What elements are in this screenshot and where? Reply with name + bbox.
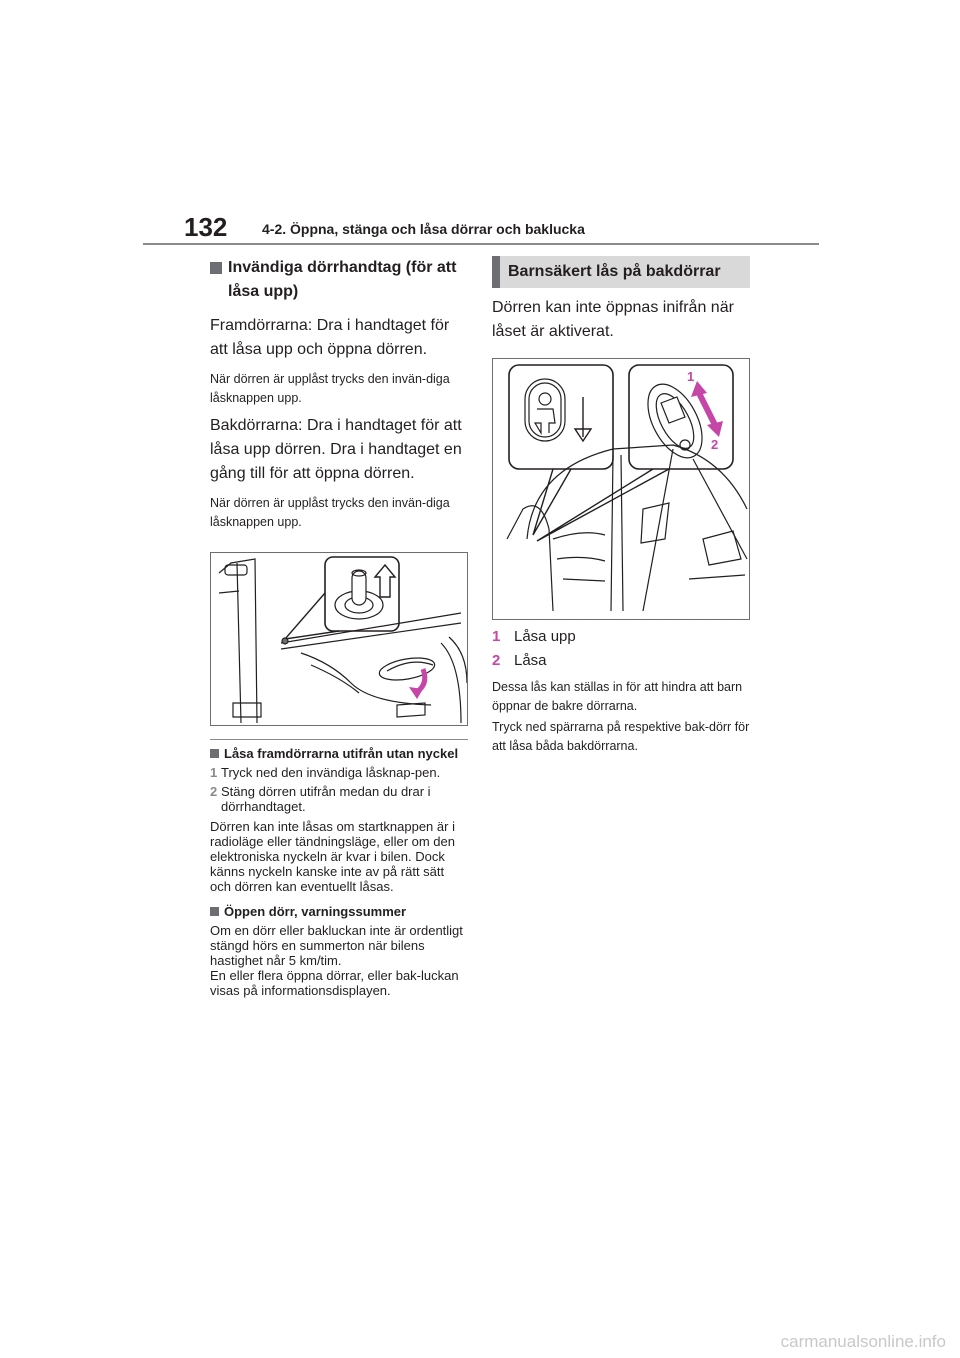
heading-text: Invändiga dörrhandtag (för att låsa upp) bbox=[228, 259, 457, 300]
square-bullet-icon bbox=[210, 262, 222, 274]
page-number: 132 bbox=[184, 212, 228, 242]
chapter-title: 4-2. Öppna, stänga och låsa dörrar och baklucka bbox=[262, 221, 585, 237]
step-number: 1 bbox=[492, 628, 501, 645]
step-unlock bbox=[492, 626, 750, 648]
buzzer-text: Om en dörr eller bakluckan inte är ordentligt stängd hörs en summerton när bilens hastighet når 5 km/tim. bbox=[210, 923, 463, 968]
callout-1-label: 1 bbox=[687, 369, 695, 384]
step-text: Låsa bbox=[514, 652, 547, 669]
step-number: 2 bbox=[210, 784, 218, 799]
section-divider bbox=[210, 739, 468, 740]
child-lock-note-1: Dessa lås kan ställas in för att hindra att barn öppnar de bakre dörrarna. bbox=[492, 680, 743, 713]
step-text: Stäng dörren utifrån medan du drar i dörrhandtaget. bbox=[221, 784, 431, 814]
section-banner-child-lock: Barnsäkert lås på bakdörrar bbox=[492, 256, 750, 288]
display-text: En eller flera öppna dörrar, eller bak-luckan visas på informationsdisplayen. bbox=[210, 968, 459, 998]
header-divider bbox=[143, 243, 819, 245]
double-arrow-icon bbox=[699, 393, 715, 425]
child-lock-illustration bbox=[492, 358, 750, 620]
rear-doors-paragraph: Bakdörrarna: Dra i handtaget för att låsa upp dörren. Dra i handtaget en gång till för att öppna dörren. bbox=[210, 417, 462, 482]
step-number: 1 bbox=[210, 765, 218, 780]
watermark: carmanualsonline.info bbox=[780, 1332, 946, 1351]
step-text: Låsa upp bbox=[514, 628, 576, 645]
left-column bbox=[210, 256, 468, 998]
subheading-lock-front-without-key bbox=[210, 746, 468, 761]
front-doors-note: När dörren är upplåst trycks den invän-diga låsknappen upp. bbox=[210, 372, 450, 405]
front-doors-paragraph: Framdörrarna: Dra i handtaget för att låsa upp och öppna dörren. bbox=[210, 317, 450, 358]
step-1 bbox=[210, 765, 468, 780]
child-lock-intro: Dörren kan inte öppnas inifrån när låset är aktiverat. bbox=[492, 299, 734, 340]
child-lock-drawing bbox=[493, 359, 749, 619]
callout-2-label: 2 bbox=[711, 437, 719, 452]
step-2 bbox=[210, 784, 468, 814]
step-number: 2 bbox=[492, 652, 501, 669]
subheading-text: Öppen dörr, varningssummer bbox=[224, 904, 407, 919]
subheading-text: Låsa framdörrarna utifrån utan nyckel bbox=[224, 746, 459, 761]
right-column bbox=[492, 256, 750, 756]
lock-condition-text: Dörren kan inte låsas om startknappen är i radioläge eller tändningsläge, eller om den elektroniska nyckeln är kvar i bilen. Dock känns nyckeln kanske inte av på rätt sätt och dörren kan eventuellt låsas. bbox=[210, 819, 455, 894]
subheading-open-door-buzzer bbox=[210, 904, 468, 919]
door-handle-illustration bbox=[210, 552, 468, 726]
rear-doors-note: När dörren är upplåst trycks den invän-diga låsknappen upp. bbox=[210, 496, 450, 529]
square-bullet-icon bbox=[210, 907, 219, 916]
door-handle-drawing bbox=[211, 553, 467, 725]
step-text: Tryck ned den invändiga låsknap-pen. bbox=[221, 765, 441, 780]
step-lock bbox=[492, 650, 750, 672]
section-heading-inner-handles bbox=[210, 256, 468, 304]
child-lock-note-2: Tryck ned spärrarna på respektive bak-dörr för att låsa båda bakdörrarna. bbox=[492, 720, 750, 753]
square-bullet-icon bbox=[210, 749, 219, 758]
